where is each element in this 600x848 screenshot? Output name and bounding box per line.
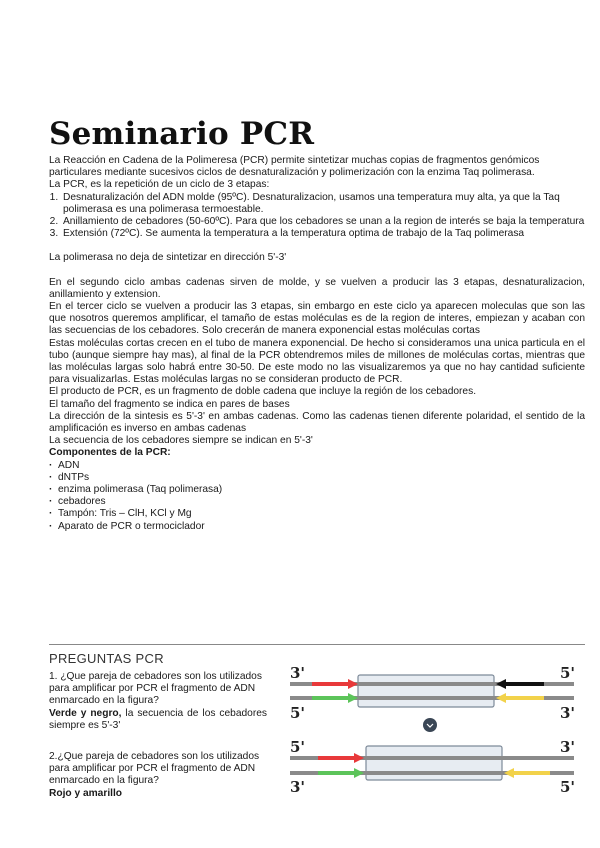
red-primer-arrow [348, 679, 358, 689]
red-primer-arrow [354, 753, 364, 763]
component-item: · Aparato de PCR o termociclador [49, 521, 585, 533]
label-bottom-left: 5' [290, 704, 306, 722]
step-item: 2. Anillamiento de cebadores (50-60ºC). Para que los cebadores se unan a la region de interés se baja la temperatura [61, 216, 585, 228]
label-bottom-left: 3' [290, 778, 306, 796]
fragment-size-paragraph: El tamaño del fragmento se indica en pares de bases [49, 398, 290, 410]
green-primer-arrow [354, 768, 364, 778]
black-primer-arrow [496, 679, 506, 689]
step-item: 3. Extensión (72ºC). Se aumenta la temperatura a la temperatura optima de trabajo de la Taq polimerasa [61, 228, 585, 240]
pcr-diagram-1 [282, 663, 582, 733]
yellow-primer-arrow [504, 768, 514, 778]
question-2 [49, 751, 267, 800]
label-top-right: 3' [560, 738, 576, 756]
step-item: 1. Desnaturalización del ADN molde (95ºC). Desnaturalizacion, usamos una temperatura muy alta, ya que la Taq polimerasa es una polimerasa termoestable. [61, 192, 585, 216]
yellow-primer-arrow [496, 693, 506, 703]
target-region-box [358, 675, 494, 707]
answer-2-bold: Rojo y amarillo [49, 787, 123, 799]
question-1 [49, 671, 267, 732]
answer-1-bold: Verde y negro, [49, 707, 122, 719]
question-1-answer [49, 708, 267, 732]
component-item: · Tampón: Tris – ClH, KCl y Mg [49, 508, 585, 520]
short-molecules-paragraph: Estas moléculas cortas crecen en el tubo de manera exponencial. De hecho si consideramos una unica particula en el tubo (aunque siempre hay mas), al final de la PCR obtendremos miles de millones de moléculas cortas, mientras que las moléculas largas solo habrá entre 30-50. De este modo no las visualizaremos ya que no hay cantidad suficiente para visualizarlas. Estas moléculas largas no se consideran producto de PCR. [49, 337, 585, 386]
component-item: · enzima polimerasa (Taq polimerasa) [49, 484, 585, 496]
question-2-text: 2.¿Que pareja de cebadores son los utilizados para amplificar por PCR el fragmento de ADN enmarcado en la figura? [49, 751, 260, 787]
polymerase-direction: La polimerasa no deja de sintetizar en dirección 5'-3' [49, 252, 287, 264]
scroll-indicator-icon [423, 718, 437, 732]
label-top-left: 5' [290, 738, 306, 756]
cycle-intro: La PCR, es la repetición de un ciclo de 3 etapas: [49, 179, 270, 191]
product-paragraph: El producto de PCR, es un fragmento de doble cadena que incluye la región de los cebadores. [49, 386, 477, 398]
component-item: · ADN [49, 460, 585, 472]
page-title: Seminario PCR [49, 116, 315, 152]
section-divider [49, 644, 585, 645]
pcr-steps-list [49, 192, 585, 241]
label-bottom-right: 5' [560, 778, 576, 796]
answer-1-rest: la secuencia de los cebadores siempre es 5'-3' [49, 707, 267, 731]
green-primer-arrow [348, 693, 358, 703]
component-item: · dNTPs [49, 472, 585, 484]
question-1-text: 1. ¿Que pareja de cebadores son los utilizados para amplificar por PCR el fragmento de ADN enmarcado en la figura? [49, 671, 262, 707]
intro-paragraph: La Reacción en Cadena de la Polimeresa (PCR) permite sintetizar muchas copias de fragmentos genómicos particulares mediante sucesivos ciclos de desnaturalización y polimerización con la enzima Taq polimerasa. [49, 155, 540, 179]
label-top-left: 3' [290, 664, 306, 682]
second-cycle-paragraph: En el segundo ciclo ambas cadenas sirven de molde, y se vuelven a producir las 3 etapas, desnaturalizacion, anillamiento y extension. [49, 276, 585, 300]
component-item: · cebadores [49, 496, 585, 508]
pcr-diagram-2 [282, 738, 582, 808]
questions-heading: PREGUNTAS PCR [49, 651, 164, 666]
document-body [49, 155, 585, 533]
question-2-answer [49, 788, 267, 800]
components-list [49, 460, 585, 533]
label-top-right: 5' [560, 664, 576, 682]
synthesis-direction-paragraph: La dirección de la sintesis es 5'-3' en ambas cadenas. Como las cadenas tienen diferente polaridad, el sentido de la amplificación es inverso en ambas cadenas [49, 410, 585, 435]
label-bottom-right: 3' [560, 704, 576, 722]
components-title: Componentes de la PCR: [49, 447, 171, 459]
third-cycle-paragraph: En el tercer ciclo se vuelven a producir las 3 etapas, sin embargo en este ciclo ya aparecen moleculas que son las que nosotros queremos amplificar, el tamaño de estas moléculas es de la region de interes, empiezan y acaban con las secuencias de los cebadores. Solo crecerán de manera exponencial estas moléculas cortas [49, 301, 585, 337]
primer-sequence-paragraph: La secuencia de los cebadores siempre se indican en 5'-3' [49, 435, 313, 447]
